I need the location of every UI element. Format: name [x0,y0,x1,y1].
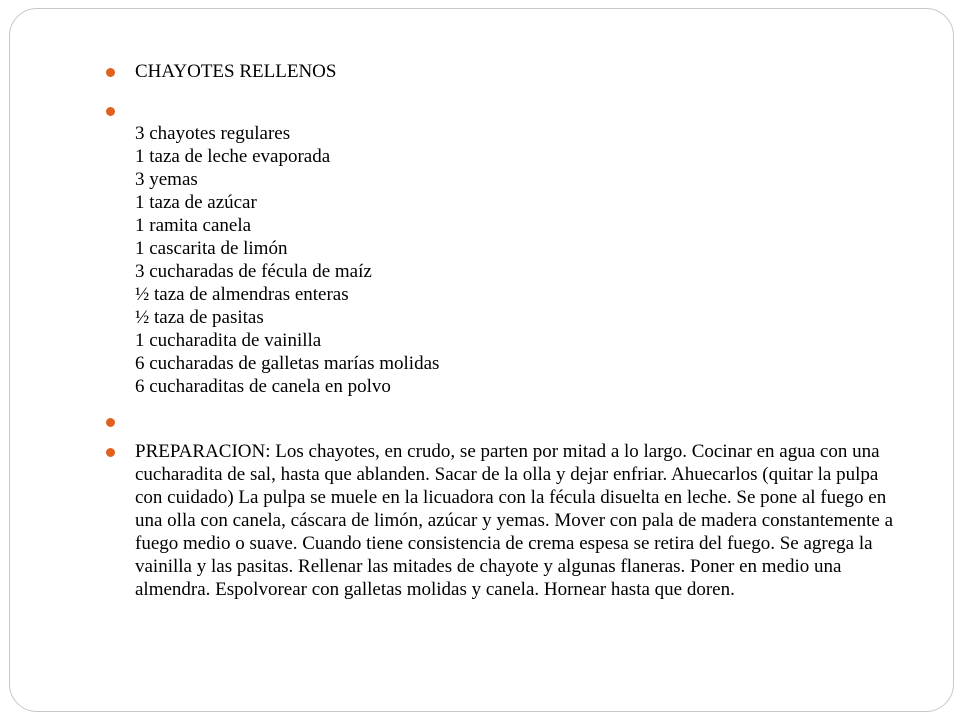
bullet-dot-icon [106,418,115,427]
ingredient-item: 1 cucharadita de vainilla [135,330,322,351]
ingredient-item: 1 ramita canela [135,215,252,236]
bullet-dot-icon [106,448,115,457]
empty-line [135,99,906,122]
bullet-title [106,60,906,83]
ingredient-item: 1 taza de leche evaporada [135,146,331,167]
bullet-preparation [106,440,906,601]
ingredient-item: ½ taza de pasitas [135,307,264,328]
preparation-text: PREPARACION: Los chayotes, en crudo, se parten por mitad a lo largo. Cocinar en agua con una cucharadita de sal, hasta que ablanden. Sacar de la olla y dejar enfriar. Ahuecarlos (quitar la pulpa con cuidado) La pulpa se muele en la licuadora con la fécula disuelta en leche. Se pone al fuego en una olla con canela, cáscara de limón, azúcar y yemas. Mover con pala de madera constantemente a fuego medio o suave. Cuando tiene consistencia de crema espesa se retira del fuego. Se agrega la vainilla y las pasitas. Rellenar las mitades de chayote y algunas flaneras. Poner en medio una almendra. Espolvorear con galletas molidas y canela. Hornear hasta que doren. [135,441,894,600]
recipe-title: CHAYOTES RELLENOS [135,61,337,82]
bullet-dot-icon [106,107,115,116]
ingredient-item: 3 chayotes regulares [135,123,291,144]
bullet-empty [106,410,906,433]
ingredient-item: 1 cascarita de limón [135,238,288,259]
ingredient-item: 3 cucharadas de fécula de maíz [135,261,372,282]
ingredient-item: 6 cucharadas de galletas marías molidas [135,353,440,374]
slide-content [106,60,906,613]
bullet-ingredients [106,99,906,398]
ingredient-list [135,122,906,398]
ingredient-item: ½ taza de almendras enteras [135,284,349,305]
bullet-dot-icon [106,68,115,77]
empty-line [135,410,906,433]
ingredient-item: 6 cucharaditas de canela en polvo [135,376,391,397]
ingredient-item: 3 yemas [135,169,198,190]
ingredient-item: 1 taza de azúcar [135,192,257,213]
